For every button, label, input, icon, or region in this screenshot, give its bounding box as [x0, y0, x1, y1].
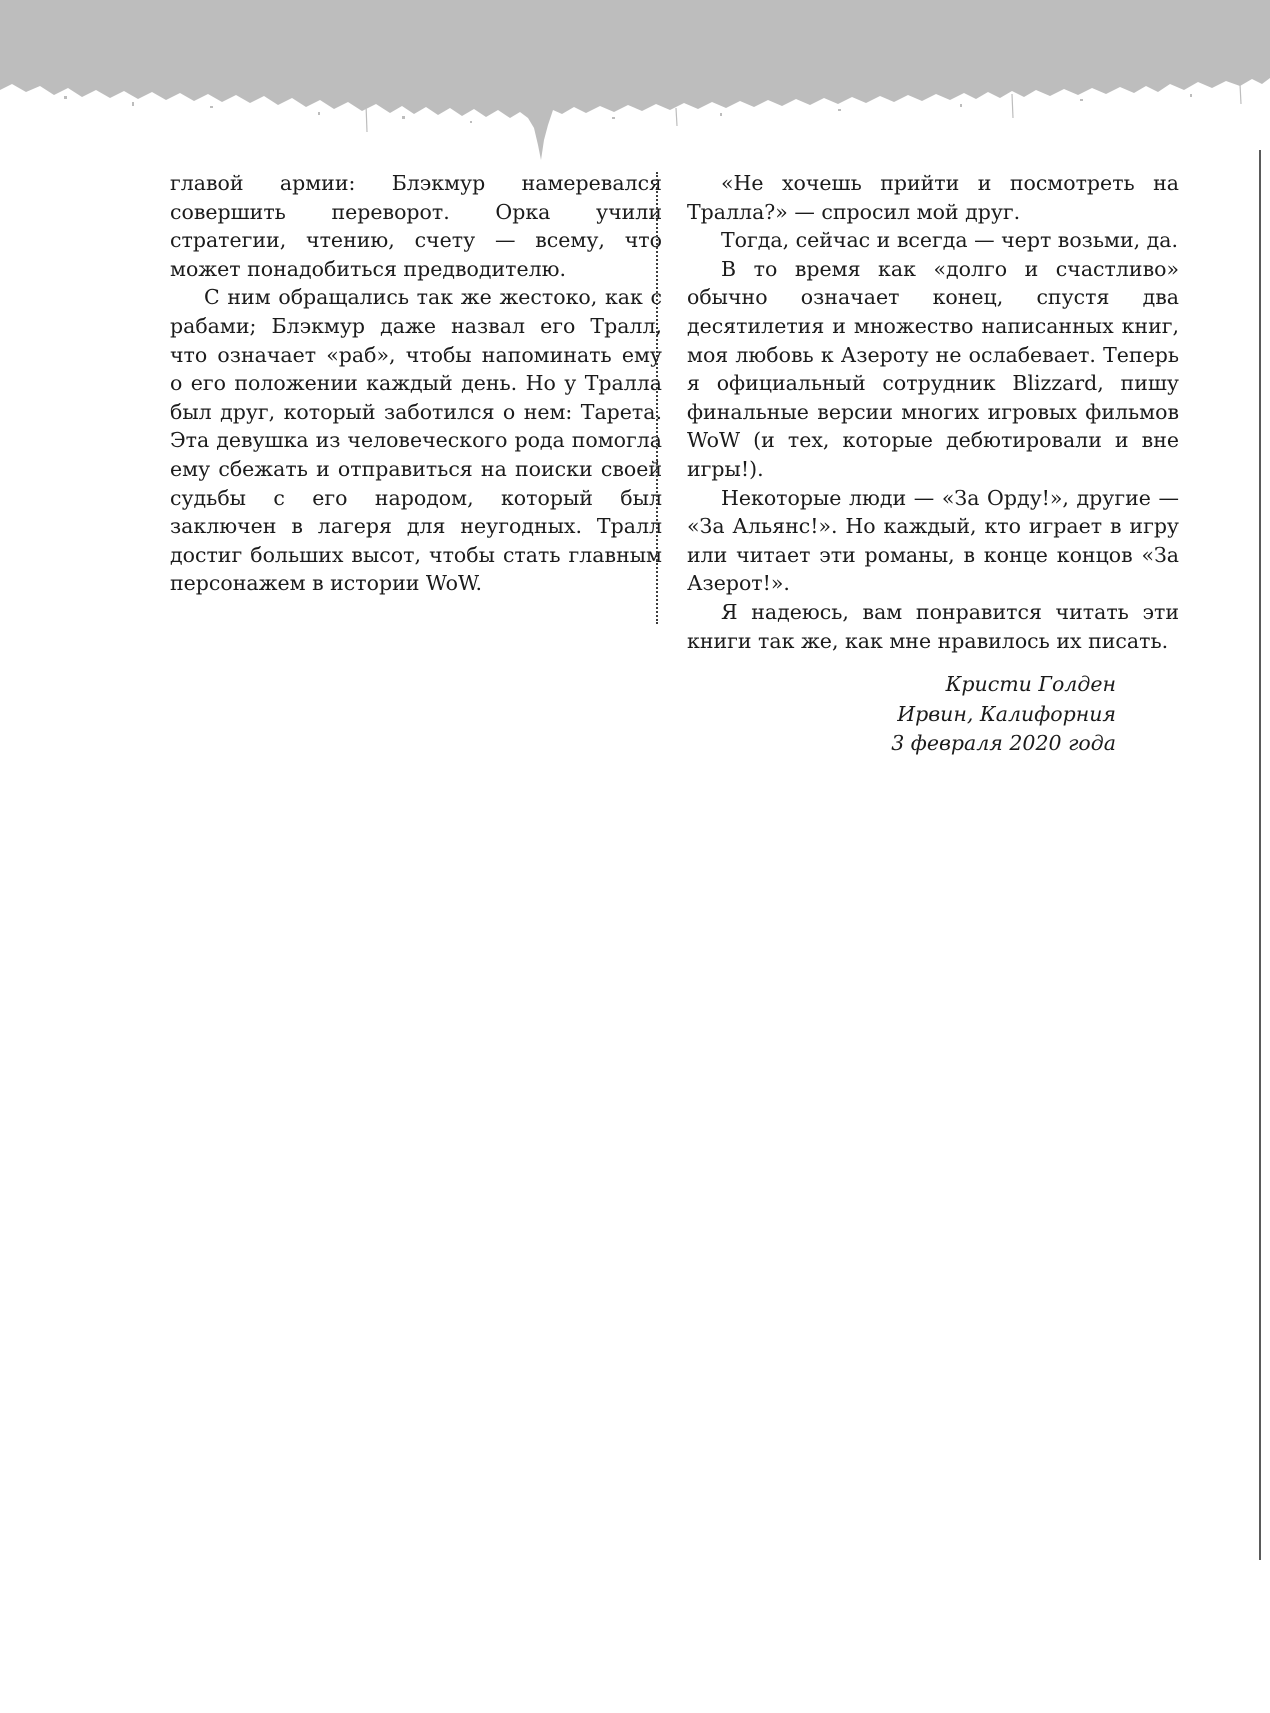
signature-author: Кристи Голден: [945, 672, 1116, 696]
signature-place: Ирвин, Калифорния: [897, 701, 1116, 726]
right-paragraph-1: «Не хочешь прийти и посмотреть на Тралла?» — спросил мой друг.: [687, 171, 1179, 224]
signature-block: [820, 670, 1116, 759]
right-paragraph-4: Некоторые люди — «За Орду!», другие — «За Альянс!». Но каждый, кто играет в игру или читает эти романы, в конце концов «За Азерот!».: [687, 485, 1179, 596]
left-text-column: [170, 169, 662, 598]
left-paragraph-2: С ним обращались так же жестоко, как с рабами; Блэкмур даже назвал его Тралл, что означает «раб», чтобы напоминать ему о его положении каждый день. Но у Тралла был друг, который заботился о нем: Тарета. Эта девушка из человеческого рода помогла ему сбежать и отправиться на поиски своей судьбы с его народом, который был заключен в лагеря для неугодных. Тралл достиг больших высот, чтобы стать главным персонажем в истории WoW.: [170, 285, 662, 596]
right-text-column: [687, 169, 1179, 655]
right-paragraph-2: Тогда, сейчас и всегда — черт возьми, да.: [721, 228, 1179, 253]
page-edge-rule: [1259, 150, 1261, 1560]
left-paragraph-1: главой армии: Блэкмур намеревался совершить переворот. Орка учили стратегии, чтению, счету — всему, что может понадобиться предводителю.: [170, 171, 662, 281]
signature-date: 3 февраля 2020 года: [891, 731, 1116, 755]
right-paragraph-5: Я надеюсь, вам понравится читать эти книги так же, как мне нравилось их писать.: [687, 599, 1179, 653]
grunge-header-band: [0, 0, 1270, 170]
right-paragraph-3: В то время как «долго и счастливо» обычно означает конец, спустя два десятилетия и множество написанных книг, моя любовь к Азероту не ослабевает. Теперь я официальный сотрудник Blizzard, пишу финальные версии многих игровых фильмов WoW (и тех, которые дебютировали и вне игры!).: [687, 256, 1179, 481]
column-divider: [656, 172, 658, 624]
